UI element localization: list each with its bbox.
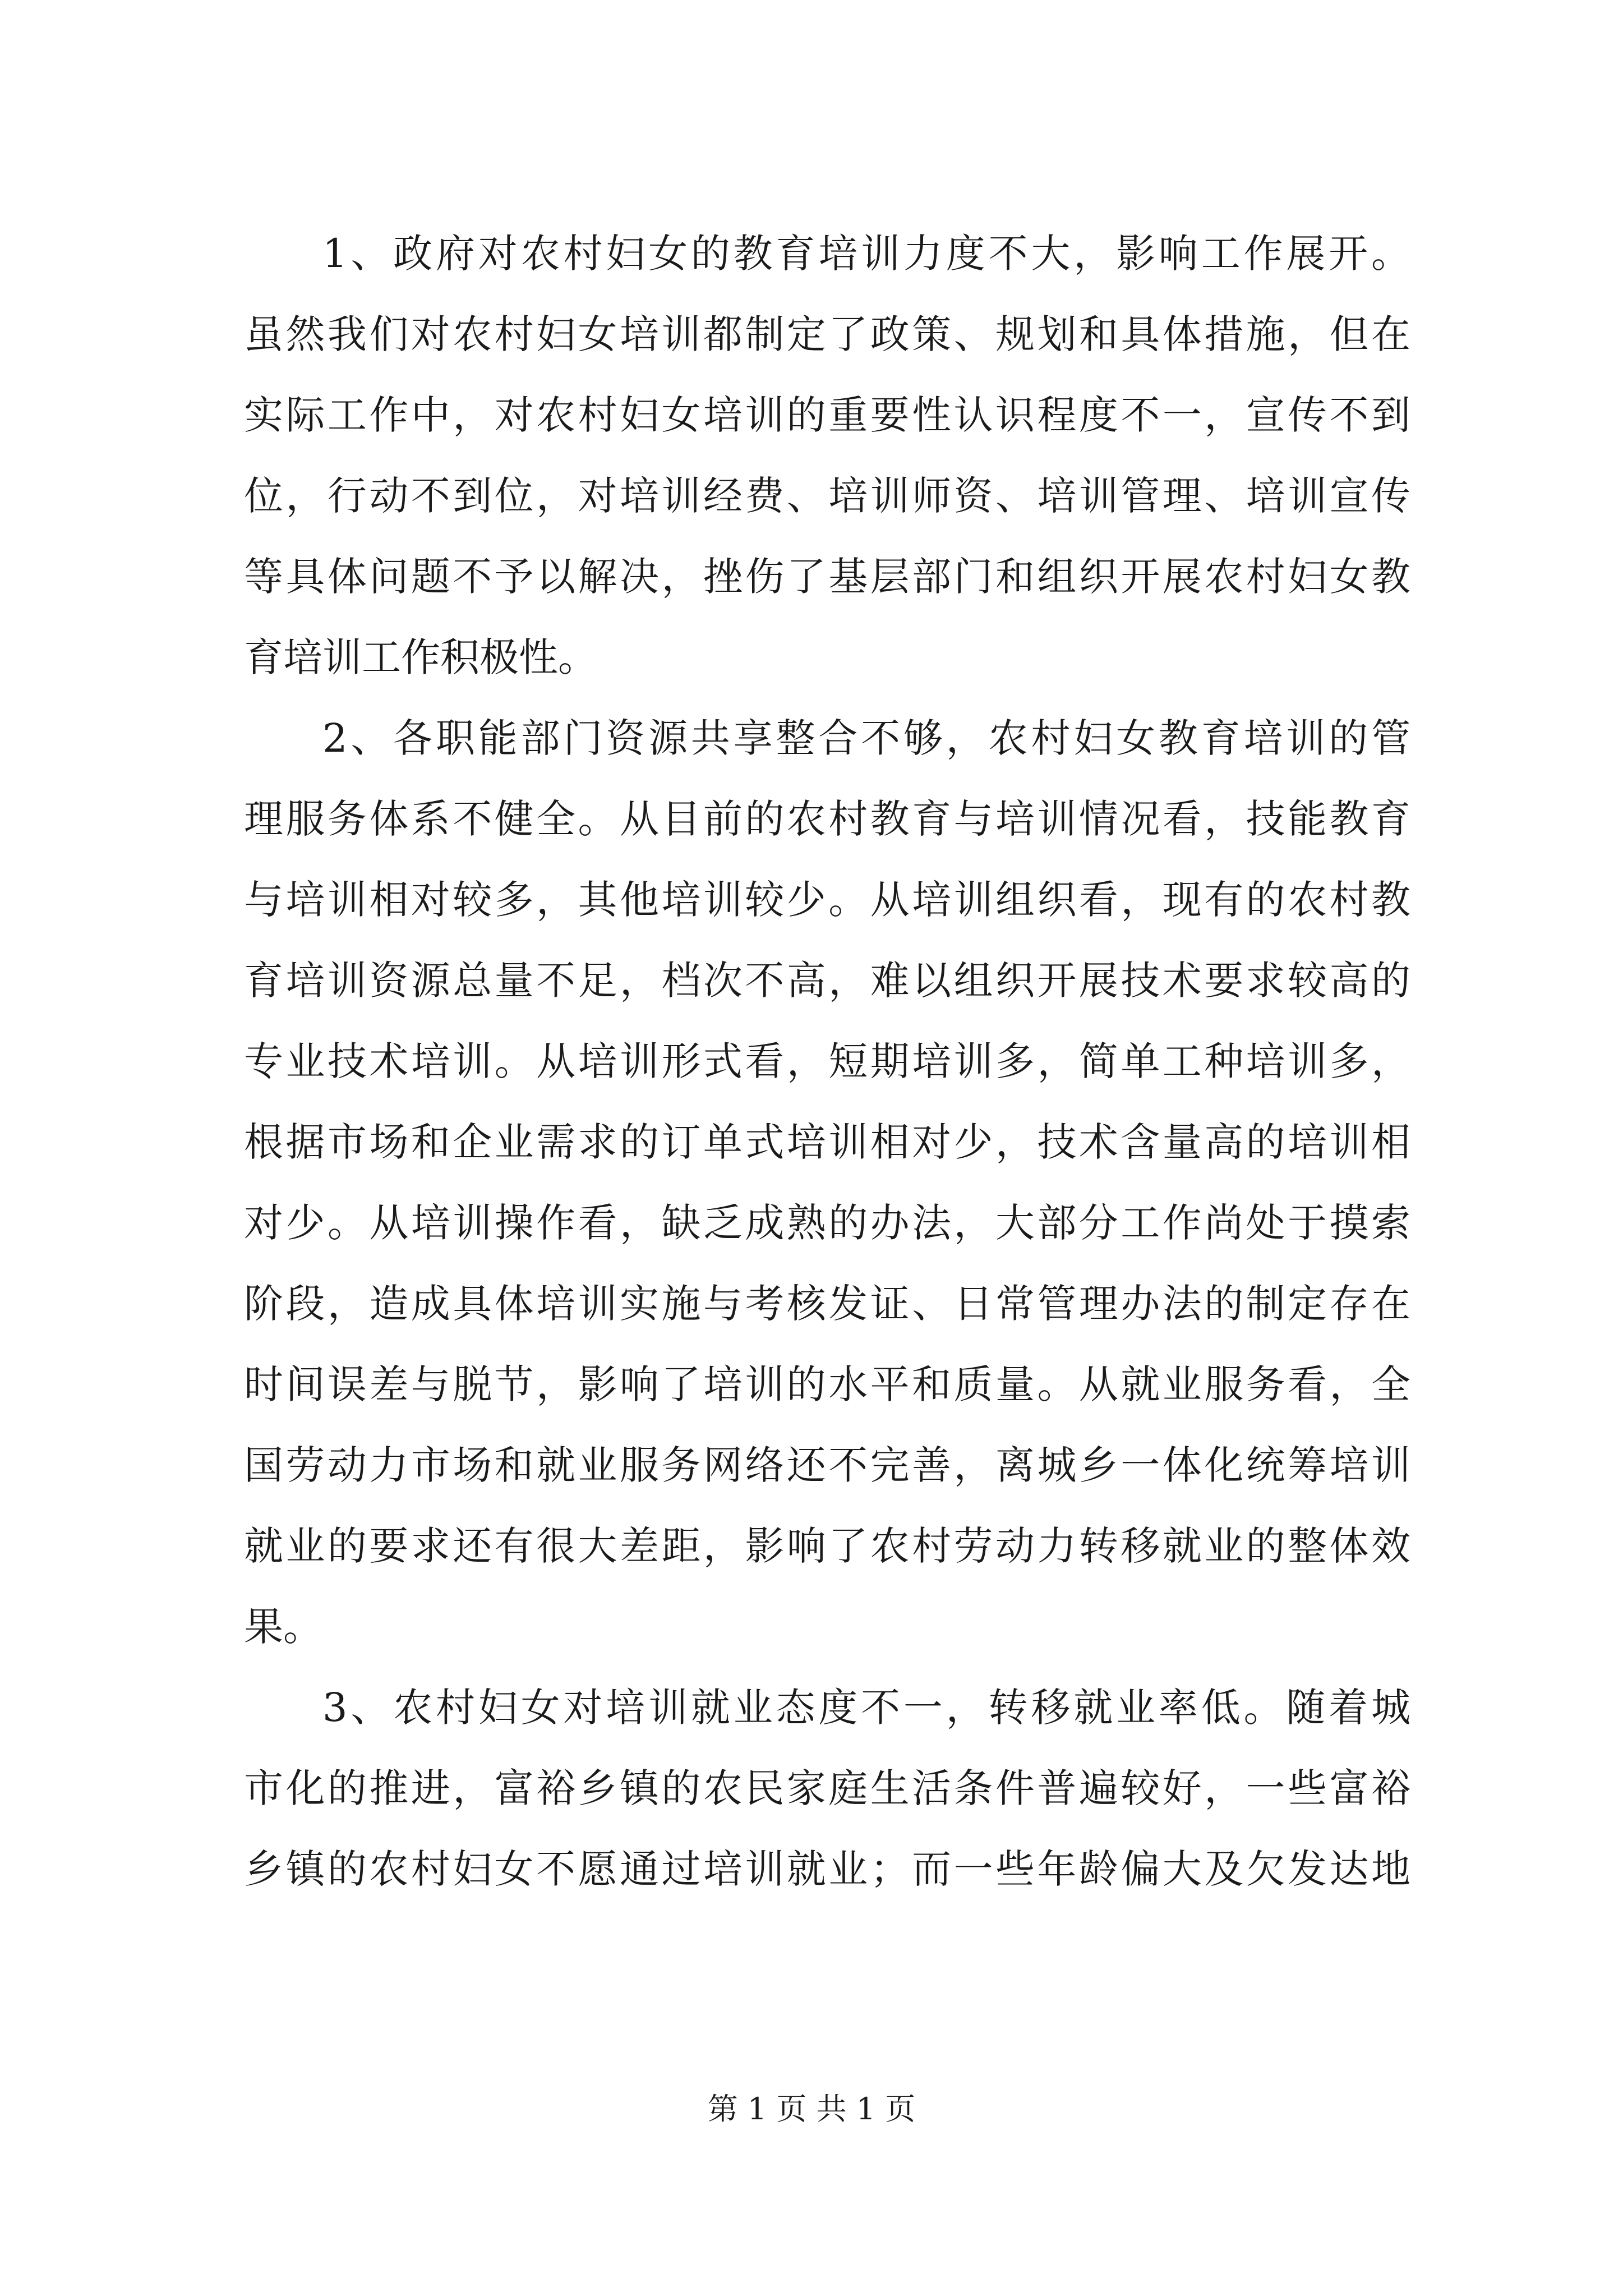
paragraph-2-line-6: 根据市场和企业需求的订单式培训相对少，技术含量高的培训相 bbox=[244, 1119, 1410, 1165]
paragraph-1-line-2: 虽然我们对农村妇女培训都制定了政策、规划和具体措施，但在 bbox=[244, 311, 1410, 357]
paragraph-2-line-2: 理服务体系不健全。从目前的农村教育与培训情况看，技能教育 bbox=[244, 796, 1410, 842]
paragraph-1-line-1: 1、政府对农村妇女的教育培训力度不大，影响工作展开。 bbox=[322, 231, 1410, 277]
paragraph-2-line-5: 专业技术培训。从培训形式看，短期培训多，简单工种培训多， bbox=[244, 1038, 1410, 1084]
paragraph-2-line-10: 国劳动力市场和就业服务网络还不完善，离城乡一体化统筹培训 bbox=[244, 1442, 1410, 1488]
paragraph-1-line-5: 等具体问题不予以解决，挫伤了基层部门和组织开展农村妇女教 bbox=[244, 554, 1410, 600]
paragraph-2-line-8: 阶段，造成具体培训实施与考核发证、日常管理办法的制定存在 bbox=[244, 1281, 1410, 1327]
document-body bbox=[244, 213, 1410, 1910]
paragraph-1-line-3: 实际工作中，对农村妇女培训的重要性认识程度不一，宣传不到 bbox=[244, 392, 1410, 438]
paragraph-2-line-12: 果。 bbox=[244, 1604, 322, 1650]
paragraph-2-line-7: 对少。从培训操作看，缺乏成熟的办法，大部分工作尚处于摸索 bbox=[244, 1200, 1410, 1246]
paragraph-2-line-4: 育培训资源总量不足，档次不高，难以组织开展技术要求较高的 bbox=[244, 958, 1410, 1004]
paragraph-2-line-9: 时间误差与脱节，影响了培训的水平和质量。从就业服务看，全 bbox=[244, 1361, 1410, 1407]
paragraph-1-line-4: 位，行动不到位，对培训经费、培训师资、培训管理、培训宣传 bbox=[244, 473, 1410, 519]
paragraph-3-line-1: 3、农村妇女对培训就业态度不一，转移就业率低。随着城 bbox=[322, 1685, 1410, 1731]
page-number-footer: 第 1 页 共 1 页 bbox=[707, 2091, 916, 2127]
paragraph-2-line-1: 2、各职能部门资源共享整合不够，农村妇女教育培训的管 bbox=[322, 715, 1410, 761]
paragraph-1-line-6: 育培训工作积极性。 bbox=[244, 634, 597, 680]
paragraph-3-line-3: 乡镇的农村妇女不愿通过培训就业；而一些年龄偏大及欠发达地 bbox=[244, 1846, 1410, 1892]
paragraph-2-line-3: 与培训相对较多，其他培训较少。从培训组织看，现有的农村教 bbox=[244, 877, 1410, 923]
paragraph-3-line-2: 市化的推进，富裕乡镇的农民家庭生活条件普遍较好，一些富裕 bbox=[244, 1765, 1410, 1811]
paragraph-2-line-11: 就业的要求还有很大差距，影响了农村劳动力转移就业的整体效 bbox=[244, 1523, 1410, 1569]
